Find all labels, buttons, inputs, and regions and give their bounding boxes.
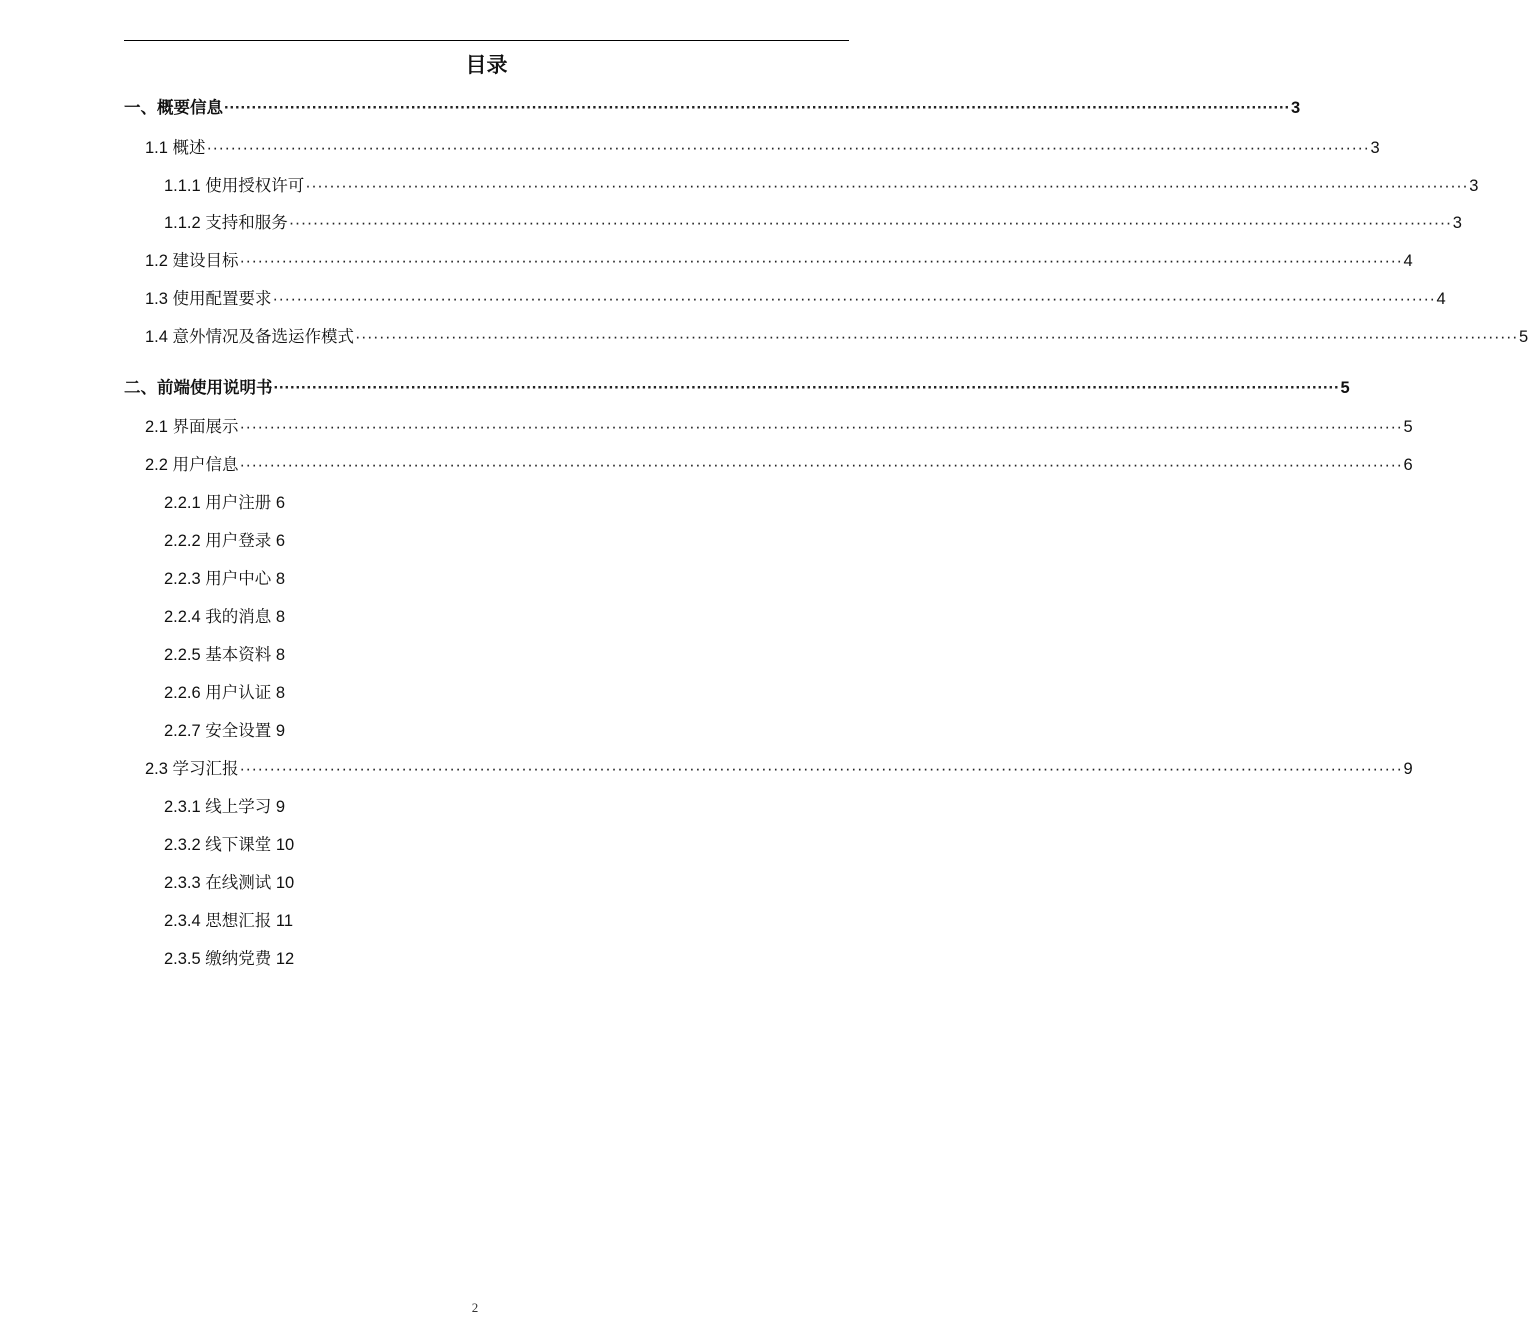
- toc-leader: ··································································································································································································: [355, 328, 1518, 346]
- toc-page-number: 5: [1519, 328, 1528, 346]
- toc-page-number: 3: [1469, 177, 1479, 195]
- toc-entry-section-1[interactable]: [124, 97, 1301, 119]
- toc-entry-1-4[interactable]: [145, 326, 1528, 348]
- toc-entry-1-2[interactable]: [145, 250, 1413, 272]
- toc-entry-1-1-1[interactable]: [164, 175, 1479, 197]
- page-number: 2: [471, 1300, 479, 1315]
- toc-entry-label: 2.1 界面展示: [145, 418, 239, 436]
- toc-entry-2-2-6[interactable]: 2.2.6 用户认证 8: [164, 684, 286, 702]
- toc-entry-2-2-3[interactable]: 2.2.3 用户中心 8: [164, 570, 286, 588]
- toc-title: 目录: [465, 54, 508, 77]
- toc-entry-label: 一、概要信息: [124, 99, 223, 117]
- toc-entry-1-1-2[interactable]: [164, 212, 1462, 234]
- toc-entry-2-2-5[interactable]: 2.2.5 基本资料 8: [164, 646, 286, 664]
- toc-entry-2-3[interactable]: [145, 758, 1413, 780]
- toc-page-number: 3: [1370, 139, 1380, 157]
- header-rule: [124, 40, 849, 41]
- toc-page-number: 3: [1290, 99, 1301, 117]
- toc-leader: ··································································································································································································: [305, 177, 1469, 195]
- toc-entry-label: 1.2 建设目标: [145, 252, 239, 270]
- toc-entry-2-3-1[interactable]: 2.3.1 线上学习 9: [164, 798, 286, 816]
- toc-entry-label: 1.4 意外情况及备选运作模式: [145, 328, 355, 346]
- toc-entry-2-2-2[interactable]: 2.2.2 用户登录 6: [164, 532, 286, 550]
- toc-page-number: 5: [1403, 418, 1413, 436]
- toc-entry-2-3-4[interactable]: 2.3.4 思想汇报 11: [164, 912, 293, 930]
- toc-page-number: 3: [1452, 214, 1462, 232]
- toc-leader: ··································································································································································································: [239, 418, 1403, 436]
- toc-entry-label: 1.1.2 支持和服务: [164, 214, 288, 232]
- toc-entry-label: 1.1 概述: [145, 139, 206, 157]
- toc-entry-label: 2.2 用户信息: [145, 456, 239, 474]
- toc-entry-label: 二、前端使用说明书: [124, 379, 273, 397]
- toc-entry-2-2-1[interactable]: 2.2.1 用户注册 6: [164, 494, 286, 512]
- toc-entry-section-2[interactable]: [124, 377, 1350, 399]
- toc-leader: ··································································································································································································: [239, 252, 1403, 270]
- toc-entry-2-1[interactable]: [145, 416, 1413, 438]
- toc-page-number: 5: [1340, 379, 1350, 397]
- toc-leader: ··································································································································································································: [239, 760, 1403, 778]
- toc-page-number: 4: [1403, 252, 1413, 270]
- toc-entry-2-3-2[interactable]: 2.3.2 线下课堂 10: [164, 836, 295, 854]
- toc-entry-2-2-7[interactable]: 2.2.7 安全设置 9: [164, 722, 286, 740]
- toc-entry-2-3-3[interactable]: 2.3.3 在线测试 10: [164, 874, 295, 892]
- toc-page-number: 9: [1403, 760, 1413, 778]
- toc-entry-2-2[interactable]: [145, 454, 1413, 476]
- toc-page-number: 4: [1436, 290, 1446, 308]
- toc-leader: ··································································································································································································: [224, 99, 1290, 117]
- toc-entry-1-1[interactable]: [145, 137, 1380, 159]
- toc-entry-label: 1.1.1 使用授权许可: [164, 177, 305, 195]
- toc-leader: ··································································································································································································: [272, 290, 1436, 308]
- toc-entry-2-2-4[interactable]: 2.2.4 我的消息 8: [164, 608, 286, 626]
- toc-entry-2-3-5[interactable]: 2.3.5 缴纳党费 12: [164, 950, 295, 968]
- toc-entry-label: 1.3 使用配置要求: [145, 290, 272, 308]
- toc-entry-1-3[interactable]: [145, 288, 1446, 310]
- toc-leader: ··································································································································································································: [239, 456, 1403, 474]
- toc-leader: ··································································································································································································: [206, 139, 1370, 157]
- toc-entry-label: 2.3 学习汇报: [145, 760, 239, 778]
- toc-page-number: 6: [1403, 456, 1413, 474]
- toc-leader: ··································································································································································································: [288, 214, 1452, 232]
- toc-leader: ··································································································································································································: [273, 379, 1340, 397]
